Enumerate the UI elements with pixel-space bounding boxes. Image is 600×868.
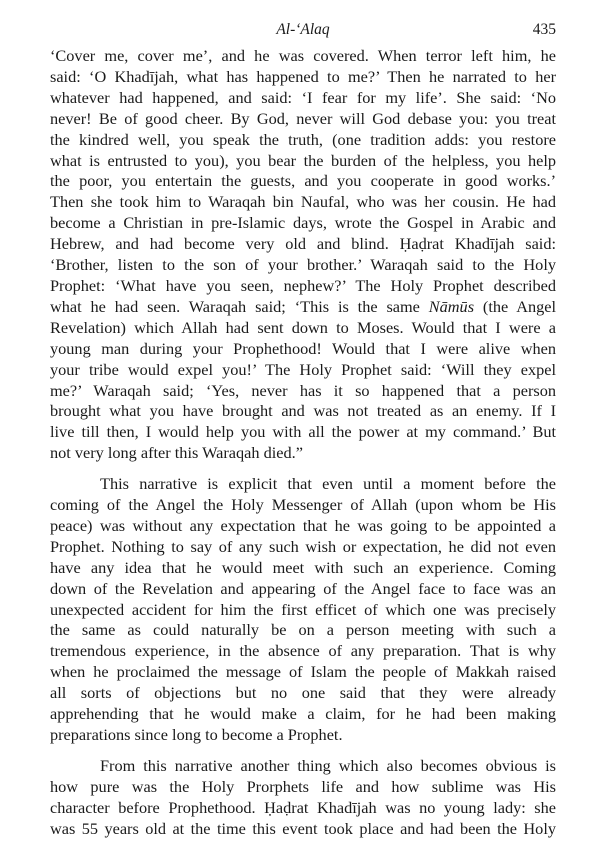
text-line: the same as could naturally be on a person meeting with such a <box>50 620 556 640</box>
text-line: the poor, you entertain the guests, and you cooperate in good works.’ <box>50 171 556 191</box>
text-line: become a Christian in pre-Islamic days, wrote the Gospel in Arabic and <box>50 213 556 233</box>
text-line: unexpected accident for him the first efficet of which one was precisely <box>50 599 556 619</box>
text-line: when he proclaimed the message of Islam the people of Makkah raised <box>50 662 556 682</box>
text-line: preparations since long to become a Prophet. <box>50 725 343 744</box>
page-body <box>50 46 556 840</box>
text-line: said: ‘O Khadījah, what has happened to me?’ Then he narrated to her <box>50 66 556 86</box>
text-line: coming of the Angel the Holy Messenger of Allah (upon whom be His <box>50 495 556 515</box>
text-line: This narrative is explicit that even until a moment before the <box>100 474 556 494</box>
text-line: your tribe would expel you!’ The Holy Prophet said: ‘Will they expel <box>50 359 556 379</box>
text-line: Revelation) which Allah had sent down to Moses. Would that I were a <box>50 317 556 337</box>
text-line: all sorts of objections but no one said that they were already <box>50 683 556 703</box>
text-line: Prophet: ‘What have you seen, nephew?’ The Holy Prophet described <box>50 275 556 295</box>
text-line: how pure was the Holy Prorphets life and how sublime was His <box>50 776 556 796</box>
paragraph-2 <box>50 474 556 746</box>
text-line: young man during your Prophethood! Would that I were alive when <box>50 338 556 358</box>
text-line: not very long after this Waraqah died.” <box>50 443 303 463</box>
text-line: what is entrusted to you), you bear the burden of the helpless, you help <box>50 150 556 170</box>
text-line: whatever had happened, and said: ‘I fear for my life’. She said: ‘No <box>50 87 556 107</box>
paragraph-3 <box>50 756 556 840</box>
text-line: ‘Cover me, cover me’, and he was covered. When terror left him, he <box>50 46 556 65</box>
text-line: Prophet. Nothing to say of any such wish or expectation, he did not even <box>50 536 556 556</box>
italic-term: Nāmūs <box>428 296 475 316</box>
text-line: what he had seen. Waraqah said; ‘This is the same Nāmūs (the Angel <box>50 296 557 316</box>
page-header <box>50 18 556 42</box>
text-line: the kindred well, you speak the truth, (one tradition adds: you restore <box>50 129 556 149</box>
text-line: From this narrative another thing which also becomes obvious is <box>100 755 556 775</box>
text-line: down of the Revelation and appearing of the Angel face to face was an <box>50 578 556 598</box>
text-line: tremendous experience, in the absence of any preparation. That is why <box>50 641 556 661</box>
text-line: Hebrew, and had become very old and blind. Ḥaḍrat Khadījah said: <box>50 234 556 254</box>
paragraph-1 <box>50 46 556 464</box>
text-line: ‘Brother, listen to the son of your brother.’ Waraqah said to the Holy <box>50 255 556 275</box>
text-line: character before Prophethood. Ḥaḍrat Khadījah was no young lady: she <box>50 797 556 817</box>
page-number: 435 <box>532 21 556 38</box>
running-title: Al-‘Alaq <box>276 21 330 38</box>
text-line: never! Be of good cheer. By God, never will God debase you: you treat <box>50 108 556 128</box>
text-line: peace) was without any expectation that he was going to be appointed a <box>50 515 556 535</box>
text-line: apprehending that he would make a claim, for he had been making <box>50 704 556 724</box>
text-line: have any idea that he would meet with such an experience. Coming <box>50 557 556 577</box>
text-line: Then she took him to Waraqah bin Naufal, who was her cousin. He had <box>50 192 556 212</box>
text-line: was 55 years old at the time this event took place and had been the Holy <box>50 818 556 838</box>
text-line: me?’ Waraqah said; ‘Yes, never has it so happened that a person <box>50 380 556 400</box>
text-line: brought what you have brought and was not treated as an enemy. If I <box>50 401 556 421</box>
text-line: live till then, I would help you with all the power at my command.’ But <box>50 422 556 442</box>
